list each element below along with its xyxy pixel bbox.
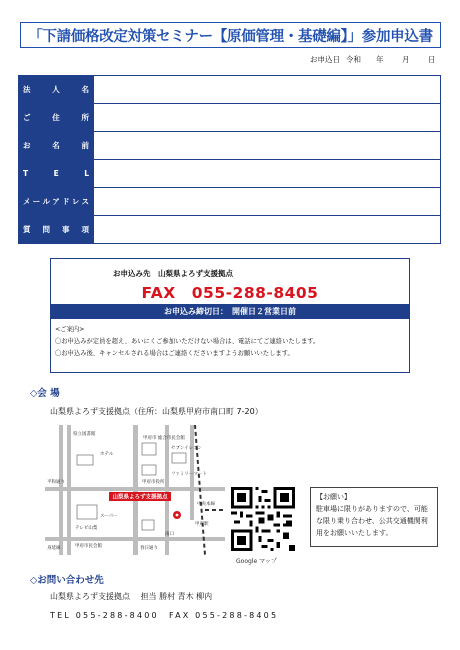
submission-destination: お申込み先 山梨県よろず支援拠点 xyxy=(113,269,233,278)
name-label: お 名 前 xyxy=(23,141,89,150)
access-map xyxy=(45,425,225,555)
form-row-company xyxy=(19,76,441,104)
qr-code-icon xyxy=(231,487,295,551)
map-label: ファミリーマート xyxy=(171,472,207,477)
submission-info-box xyxy=(50,258,410,373)
note-line: 〇お申込みが定員を超え、あいにくご参加いただけない場合は、電話にてご連絡いたします。 xyxy=(55,338,320,345)
date-month: 月 xyxy=(402,55,410,64)
request-body: 駐車場に限りがありますので、可能な限り乗り合わせ、公共交通機関利用をお願いいたします。 xyxy=(316,505,428,537)
map-label: 平和通り xyxy=(47,480,65,485)
map-road xyxy=(45,537,225,541)
contact-org-line: 山梨県よろず支援拠点 担当 勝村 青木 柳内 xyxy=(50,592,213,601)
date-era: 令和 xyxy=(346,55,361,64)
email-field[interactable] xyxy=(94,188,441,216)
deadline-banner: お申込み締切日： 開催日２営業日前 xyxy=(51,304,409,319)
tel-label: T E L xyxy=(23,169,89,178)
map-label: 県立図書館 xyxy=(73,432,96,437)
company-name-field[interactable] xyxy=(94,76,441,104)
map-label: 甲府市 総合市民会館 xyxy=(143,436,185,441)
notes-block xyxy=(55,324,319,360)
request-notice-box xyxy=(310,487,438,547)
page-title: 「下請価格改定対策セミナー【原価管理・基礎編】」参加申込書 xyxy=(20,22,441,48)
email-label: メールアドレス xyxy=(23,197,89,206)
name-field[interactable] xyxy=(94,132,441,160)
question-label: 質 問 事 項 xyxy=(23,225,89,234)
notes-header: <ご案内> xyxy=(55,326,85,333)
fax-number: FAX 055-288-8405 xyxy=(141,284,319,302)
contact-heading: ◇お問い合わせ先 xyxy=(30,575,104,586)
application-date-label: お申込日 xyxy=(310,55,340,64)
map-label: 南口 xyxy=(165,532,174,537)
form-row-question xyxy=(19,216,441,244)
venue-address: 山梨県よろず支援拠点（住所：山梨県甲府市南口町 7-20） xyxy=(50,407,263,416)
venue-map-label: 山梨県よろず支援拠点 xyxy=(112,494,168,501)
map-label: 春日通り xyxy=(140,546,158,551)
request-heading: 【お願い】 xyxy=(316,493,351,501)
form-row-address xyxy=(19,104,441,132)
map-label: ホテル xyxy=(100,452,114,457)
company-name-label: 法 人 名 xyxy=(23,85,89,94)
map-label: 甲府駅 xyxy=(195,522,209,527)
map-label: 甲府市役所 xyxy=(142,480,165,485)
map-label: スーパー xyxy=(100,514,118,519)
form-row-email xyxy=(19,188,441,216)
venue-heading: ◇会 場 xyxy=(30,388,60,399)
note-line: 〇お申込み後、キャンセルされる場合はご連絡くださいますようお願いいたします。 xyxy=(55,350,294,357)
date-year: 年 xyxy=(376,55,384,64)
tel-field[interactable] xyxy=(94,160,441,188)
map-road xyxy=(45,487,225,491)
address-field[interactable] xyxy=(94,104,441,132)
map-label: テレビ山梨 xyxy=(75,526,98,531)
map-label: 中央本線 xyxy=(197,502,215,507)
address-label: ご 住 所 xyxy=(23,113,89,122)
contact-phone-line: TEL 055-288-8400 FAX 055-288-8405 xyxy=(50,611,279,620)
qr-caption: Google マップ xyxy=(236,558,277,565)
map-label: 身延線 xyxy=(47,546,61,551)
form-row-name xyxy=(19,132,441,160)
applicant-form-table xyxy=(18,75,441,244)
map-label: セブンイレブン xyxy=(171,446,202,451)
question-field[interactable] xyxy=(94,216,441,244)
map-label: 甲府市民会館 xyxy=(75,544,102,549)
form-row-tel xyxy=(19,160,441,188)
date-day: 日 xyxy=(428,55,436,64)
